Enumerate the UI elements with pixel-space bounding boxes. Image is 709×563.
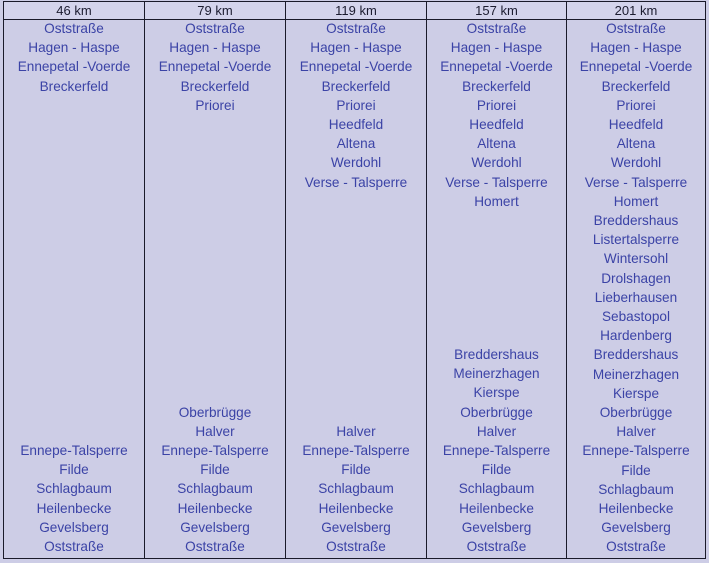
stop-name: Oststraße	[326, 539, 386, 554]
route-table	[3, 1, 706, 559]
stop-name: Werdohl	[610, 155, 662, 171]
route-column-119km	[286, 2, 427, 558]
stop-name: Gevelsberg	[461, 519, 532, 535]
column-header: 79 km	[145, 2, 285, 20]
stop-name: Heilenbecke	[177, 500, 253, 516]
stop-name: Halver	[476, 423, 517, 439]
stop-name: Gevelsberg	[180, 519, 250, 535]
stop-name: Heedfeld	[469, 117, 524, 132]
stop-name: Verse - Talsperre	[445, 174, 548, 190]
stop-name: Ennepetal -Voerde	[299, 59, 413, 75]
stop-name: Heilenbecke	[598, 501, 674, 516]
stop-name: Altena	[477, 136, 516, 152]
column-header: 119 km	[286, 2, 426, 20]
stop-name: Schlagbaum	[318, 481, 394, 497]
stop-name: Gevelsberg	[601, 520, 671, 536]
stop-name: Breddershaus	[593, 213, 679, 228]
stop-name: Drolshagen	[601, 270, 671, 286]
stop-name: Lieberhausen	[594, 289, 678, 305]
stop-name: Priorei	[616, 97, 656, 113]
route-column-157km	[427, 2, 567, 558]
stop-name: Kierspe	[612, 385, 660, 401]
stop-name: Meinerzhagen	[592, 366, 680, 382]
column-header: 157 km	[427, 2, 566, 20]
stop-name: Verse - Talsperre	[584, 174, 688, 190]
stop-name: Heilenbecke	[459, 500, 534, 516]
stop-name: Ennepe-Talsperre	[442, 443, 551, 458]
stop-name: Wintersohl	[603, 251, 669, 267]
stop-name: Oststraße	[466, 21, 527, 36]
stop-name: Kierspe	[473, 385, 520, 401]
stop-name: Heedfeld	[328, 117, 384, 132]
stop-name: Priorei	[336, 97, 376, 113]
stop-name: Heilenbecke	[318, 500, 394, 516]
stop-name: Filde	[341, 462, 371, 478]
stop-name: Oberbrügge	[599, 405, 673, 420]
stop-name: Breckerfeld	[39, 78, 109, 94]
column-header: 46 km	[4, 2, 144, 20]
stop-name: Schlagbaum	[36, 481, 112, 497]
stop-name: Meinerzhagen	[453, 366, 540, 382]
stop-name: Filde	[481, 462, 512, 478]
stop-name: Oststraße	[326, 21, 386, 36]
stop-name: Hagen - Haspe	[310, 40, 402, 56]
stop-name: Altena	[336, 136, 376, 152]
stop-name: Schlagbaum	[458, 481, 535, 497]
stop-name: Ennepe-Talsperre	[302, 443, 410, 458]
stop-name: Breckerfeld	[180, 78, 250, 94]
stop-name: Oststraße	[44, 21, 104, 36]
stop-name: Hagen - Haspe	[590, 40, 682, 56]
stop-name: Schlagbaum	[598, 481, 674, 497]
stop-name: Priorei	[195, 97, 235, 113]
stop-name: Breddershaus	[454, 347, 539, 362]
stop-name: Ennepetal -Voerde	[158, 59, 272, 75]
stop-name: Oberbrügge	[460, 404, 533, 420]
stop-name: Filde	[59, 462, 89, 478]
stop-name: Hagen - Haspe	[450, 40, 543, 56]
stop-name: Homert	[474, 193, 519, 209]
stop-name: Listertalsperre	[592, 232, 680, 248]
stop-name: Ennepetal -Voerde	[440, 59, 553, 75]
stop-name: Ennepe-Talsperre	[20, 443, 128, 458]
stop-name: Heilenbecke	[36, 500, 112, 516]
stop-name: Oststraße	[606, 539, 666, 555]
stop-name: Ennepe-Talsperre	[582, 443, 690, 459]
stop-name: Ennepetal -Voerde	[579, 59, 693, 75]
stop-name: Priorei	[476, 97, 517, 113]
stop-name: Hagen - Haspe	[28, 40, 120, 56]
stop-name: Oberbrügge	[178, 404, 252, 420]
stop-name: Halver	[336, 423, 376, 439]
stop-name: Ennepe-Talsperre	[161, 443, 269, 458]
route-column-46km	[4, 2, 145, 558]
stop-name: Breckerfeld	[601, 78, 671, 94]
stop-name: Breckerfeld	[462, 78, 531, 94]
stop-name: Halver	[616, 424, 656, 440]
stop-name: Oststraße	[466, 539, 527, 554]
stop-name: Altena	[616, 136, 656, 152]
stop-name: Hagen - Haspe	[169, 40, 261, 56]
stop-name: Oststraße	[44, 539, 104, 554]
stop-name: Werdohl	[330, 155, 382, 171]
stop-name: Sebastopol	[601, 309, 671, 324]
column-header: 201 km	[567, 2, 705, 20]
stop-name: Oststraße	[185, 539, 245, 554]
stop-name: Homert	[613, 193, 659, 209]
route-column-79km	[145, 2, 286, 558]
stop-name: Filde	[200, 462, 230, 478]
stop-name: Gevelsberg	[321, 519, 391, 535]
stop-name: Filde	[621, 462, 651, 478]
stop-name: Halver	[195, 423, 235, 439]
stop-name: Breckerfeld	[321, 78, 391, 94]
stop-name: Oststraße	[606, 21, 666, 36]
stop-name: Hardenberg	[600, 328, 672, 344]
stop-name: Schlagbaum	[177, 481, 253, 497]
route-column-201km	[567, 2, 706, 558]
stop-name: Ennepetal -Voerde	[17, 59, 131, 75]
stop-name: Oststraße	[185, 21, 245, 36]
stop-name: Gevelsberg	[39, 519, 109, 535]
stop-name: Breddershaus	[593, 347, 679, 363]
stop-name: Heedfeld	[608, 117, 664, 132]
stop-name: Verse - Talsperre	[304, 174, 408, 190]
stop-name: Werdohl	[471, 155, 522, 171]
